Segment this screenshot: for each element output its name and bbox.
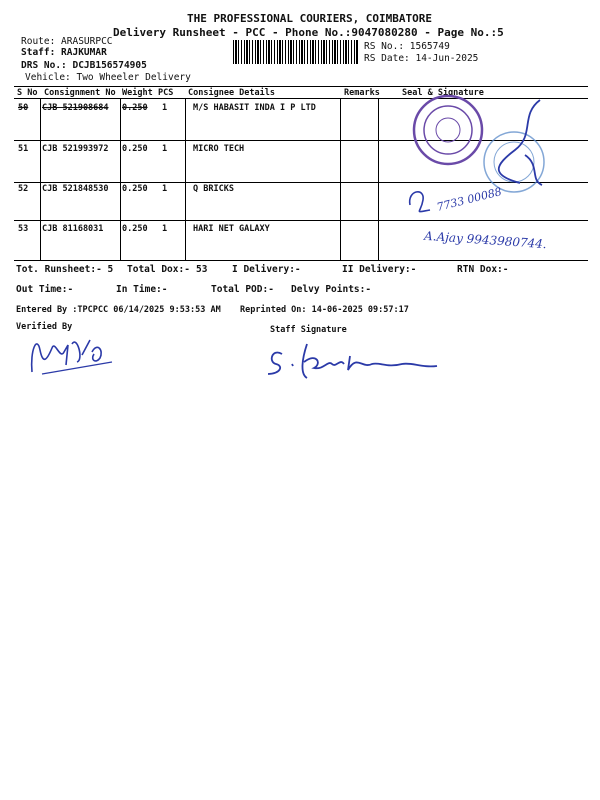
row-weight: 0.250 — [122, 144, 148, 154]
tot-runsheet: Tot. Runsheet:- 5 — [16, 264, 114, 275]
col-divider — [120, 98, 121, 260]
row-consignee: MICRO TECH — [193, 144, 245, 154]
row-consignment: CJB 521993972 — [42, 144, 109, 154]
row-weight: 0.250 — [122, 224, 148, 234]
row-sno: 53 — [18, 224, 29, 234]
rs-number: RS No.: 1565749 — [364, 41, 450, 52]
entered-by: Entered By :TPCPCC 06/14/2025 9:53:53 AM — [16, 305, 221, 315]
out-time-label: Out Time:- — [16, 284, 74, 295]
i-delivery-label: I Delivery:- — [232, 264, 301, 275]
drs-number: DRS No.: DCJB156574905 — [21, 60, 147, 71]
row-pcs: 1 — [162, 144, 168, 154]
total-dox-value: 53 — [196, 264, 208, 275]
signature-row2-scribble — [480, 95, 550, 190]
vehicle-label: Vehicle: Two Wheeler Delivery — [25, 72, 191, 83]
col-divider — [378, 98, 379, 260]
col-divider — [185, 98, 186, 260]
col-header-consignment: Consignment No — [44, 88, 116, 98]
row-pcs: 1 — [162, 103, 168, 113]
staff-signature-label: Staff Signature — [270, 325, 347, 335]
runsheet-title: Delivery Runsheet - PCC - Phone No.:9047080280 - Page No.:5 — [113, 26, 504, 39]
row-consignee: M/S HABASIT INDA I P LTD — [193, 103, 316, 113]
row-weight: 0.250 — [122, 184, 148, 194]
barcode — [233, 40, 359, 64]
row-consignment: CJB 521908684 — [42, 103, 109, 113]
total-dox-label: Total Dox:- — [127, 264, 190, 275]
row-sno: 51 — [18, 144, 29, 154]
row-consignment: CJB 521848530 — [42, 184, 109, 194]
row-pcs: 1 — [162, 184, 168, 194]
verified-by-signature — [22, 330, 117, 378]
row-weight: 0.250 — [122, 103, 148, 113]
row-consignment: CJB 81168031 — [42, 224, 104, 234]
row-sno: 50 — [18, 103, 29, 113]
col-header-seal: Seal & Signature — [402, 88, 484, 98]
col-header-weight: Weight — [122, 88, 153, 98]
table-top-border — [14, 86, 588, 87]
in-time-label: In Time:- — [116, 284, 168, 295]
col-divider — [340, 98, 341, 260]
ii-delivery-label: II Delivery:- — [342, 264, 417, 275]
handwritten-row53-note: A.Ajay 9943980744. — [423, 228, 548, 252]
row-consignee: HARI NET GALAXY — [193, 224, 270, 234]
row-sno: 52 — [18, 184, 29, 194]
verified-by-label: Verified By — [16, 322, 73, 332]
col-divider — [40, 98, 41, 260]
rtn-dox-label: RTN Dox:- — [457, 264, 509, 275]
col-header-sno: S No — [17, 88, 38, 98]
col-header-remarks: Remarks — [344, 88, 380, 98]
delvy-points-label: Delvy Points:- — [291, 284, 372, 295]
col-header-pcs: PCS — [158, 88, 174, 98]
row-separator — [14, 220, 588, 221]
total-pod-label: Total POD:- — [211, 284, 274, 295]
table-bottom-border — [14, 260, 588, 261]
route-label: Route: ARASURPCC — [21, 36, 113, 47]
staff-label: Staff: RAJKUMAR — [21, 47, 107, 58]
reprinted-on: Reprinted On: 14-06-2025 09:57:17 — [240, 305, 409, 315]
company-name: THE PROFESSIONAL COURIERS, COIMBATORE — [187, 12, 433, 25]
staff-signature — [262, 334, 442, 384]
row-consignee: Q BRICKS — [193, 184, 234, 194]
col-header-consignee: Consignee Details — [188, 88, 275, 98]
row-pcs: 1 — [162, 224, 168, 234]
handwritten-row52-note: 7733 00088 — [435, 185, 504, 214]
rs-date: RS Date: 14-Jun-2025 — [364, 53, 479, 64]
signature-row3-scribble — [405, 185, 437, 215]
